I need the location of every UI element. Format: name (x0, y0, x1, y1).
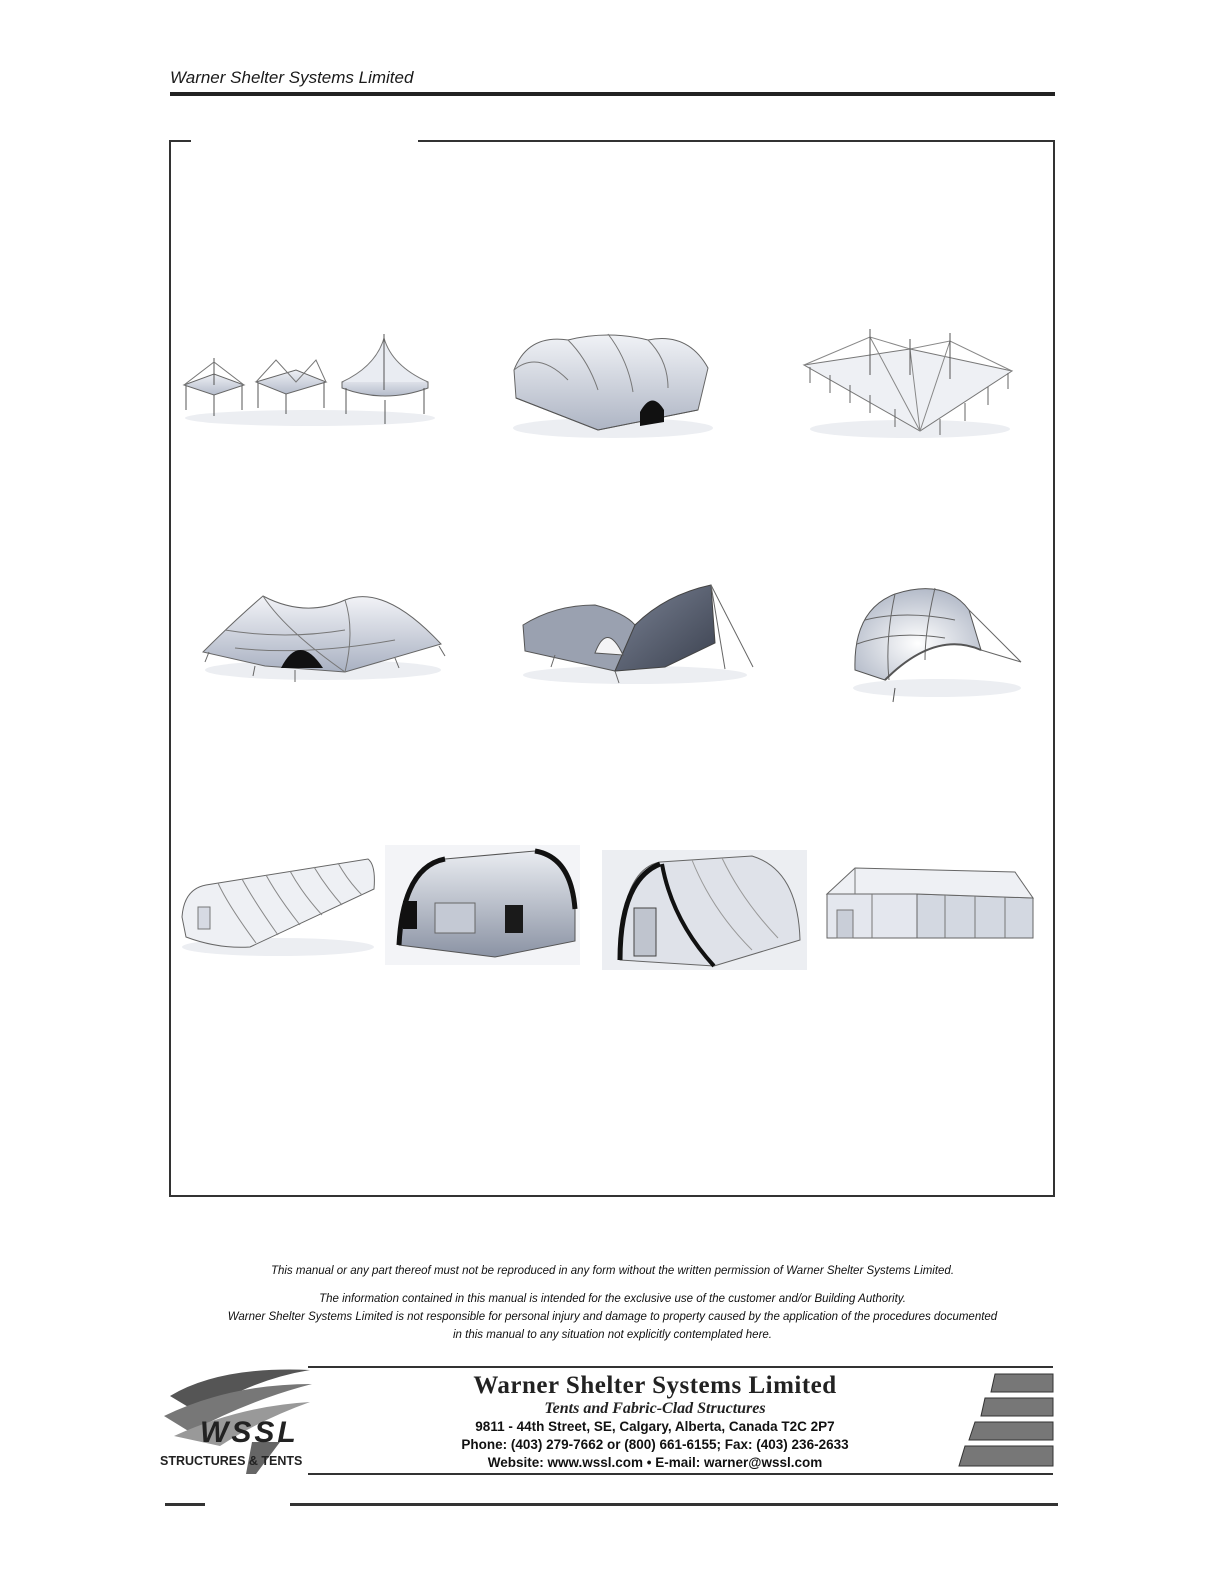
disclaimer-line-2: Warner Shelter Systems Limited is not responsible for personal injury and damage to property caused by the application of the procedures documented (227, 1311, 998, 1323)
logo-wordmark: WSSL (200, 1416, 299, 1449)
footer-mid-rule (308, 1473, 1053, 1475)
footer-bottom-rule-left (165, 1503, 205, 1506)
arch-shelter-icon (602, 850, 807, 970)
company-phone: Phone: (403) 279-7662 or (800) 661-6155; Fax: (403) 236-2633 (461, 1437, 849, 1452)
company-web-email: Website: www.wssl.com • E-mail: warner@wssl.com (487, 1455, 823, 1470)
arch-tent-icon (508, 330, 718, 440)
frame-top-left (169, 140, 191, 142)
footer-bottom-rule-right (290, 1503, 1058, 1506)
header-rule (170, 92, 1055, 96)
frame-top-right (418, 140, 1055, 142)
tensile-tent-icon (195, 570, 450, 685)
tunnel-tent-icon (178, 855, 378, 960)
hip-end-tents-icon (180, 330, 440, 430)
page-header-title: Warner Shelter Systems Limited (170, 68, 414, 87)
frame-right (1053, 140, 1055, 1197)
company-name: Warner Shelter Systems Limited (473, 1372, 837, 1399)
stairs-graphic-icon (955, 1372, 1055, 1472)
disclaimer-line-3: in this manual to any situation not explicitly contemplated here. (453, 1329, 772, 1341)
saddle-span-tent-icon (515, 575, 760, 690)
wssl-logo (160, 1366, 340, 1476)
footer-top-rule (308, 1366, 1053, 1368)
dome-stage-tent-icon (845, 580, 1030, 705)
company-address: 9811 - 44th Street, SE, Calgary, Alberta, Canada T2C 2P7 (475, 1419, 835, 1434)
logo-subtitle: STRUCTURES & TENTS (160, 1454, 303, 1468)
frame-left (169, 140, 171, 1197)
frame-bottom (169, 1195, 1055, 1197)
disclaimer-line-1: The information contained in this manual is intended for the exclusive use of the customer and/or Building Authority. (319, 1293, 906, 1305)
company-tagline: Tents and Fabric-Clad Structures (544, 1400, 766, 1417)
copyright-notice: This manual or any part thereof must not be reproduced in any form without the written permission of Warner Shelter Systems Limited. (270, 1265, 955, 1277)
pole-tent-icon (800, 325, 1015, 440)
quonset-shelter-icon (385, 845, 580, 965)
frame-structure-icon (825, 862, 1037, 947)
